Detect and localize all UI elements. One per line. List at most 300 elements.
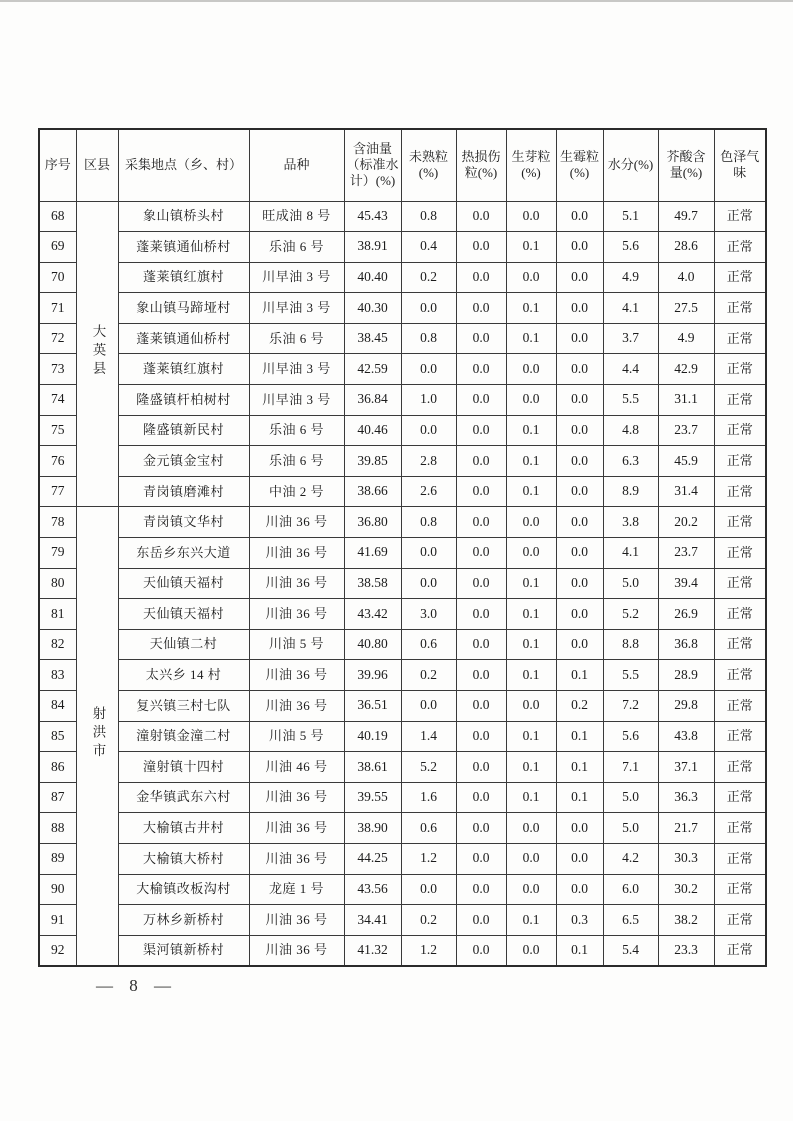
cell-color-odor: 正常 bbox=[714, 935, 766, 966]
table-row bbox=[39, 660, 766, 691]
table-row bbox=[39, 782, 766, 813]
cell-immature: 0.0 bbox=[401, 874, 456, 905]
cell-oil-content: 36.80 bbox=[344, 507, 401, 538]
cell-sprouted: 0.1 bbox=[506, 568, 556, 599]
cell-color-odor: 正常 bbox=[714, 293, 766, 324]
cell-moldy: 0.1 bbox=[556, 782, 603, 813]
cell-location: 蓬莱镇红旗村 bbox=[118, 262, 249, 293]
cell-sprouted: 0.0 bbox=[506, 843, 556, 874]
table-row bbox=[39, 691, 766, 722]
cell-erucic-acid: 29.8 bbox=[658, 691, 714, 722]
cell-variety: 川油 36 号 bbox=[249, 905, 344, 936]
cell-immature: 0.8 bbox=[401, 323, 456, 354]
cell-oil-content: 44.25 bbox=[344, 843, 401, 874]
cell-location: 金元镇金宝村 bbox=[118, 446, 249, 477]
cell-sprouted: 0.1 bbox=[506, 293, 556, 324]
cell-sprouted: 0.1 bbox=[506, 905, 556, 936]
cell-immature: 0.2 bbox=[401, 905, 456, 936]
cell-oil-content: 42.59 bbox=[344, 354, 401, 385]
cell-heat-damaged: 0.0 bbox=[456, 599, 506, 630]
cell-immature: 3.0 bbox=[401, 599, 456, 630]
cell-color-odor: 正常 bbox=[714, 415, 766, 446]
cell-variety: 乐油 6 号 bbox=[249, 415, 344, 446]
cell-serial-number: 80 bbox=[39, 568, 76, 599]
cell-oil-content: 40.46 bbox=[344, 415, 401, 446]
cell-moisture: 8.9 bbox=[603, 476, 658, 507]
cell-variety: 川油 36 号 bbox=[249, 843, 344, 874]
cell-serial-number: 69 bbox=[39, 232, 76, 263]
cell-variety: 川早油 3 号 bbox=[249, 293, 344, 324]
cell-serial-number: 84 bbox=[39, 691, 76, 722]
table-row bbox=[39, 446, 766, 477]
cell-immature: 1.4 bbox=[401, 721, 456, 752]
cell-location: 东岳乡东兴大道 bbox=[118, 538, 249, 569]
cell-moldy: 0.3 bbox=[556, 905, 603, 936]
cell-serial-number: 82 bbox=[39, 629, 76, 660]
table-row bbox=[39, 538, 766, 569]
cell-variety: 川油 36 号 bbox=[249, 660, 344, 691]
cell-location: 天仙镇二村 bbox=[118, 629, 249, 660]
cell-erucic-acid: 23.3 bbox=[658, 935, 714, 966]
cell-serial-number: 79 bbox=[39, 538, 76, 569]
cell-serial-number: 77 bbox=[39, 476, 76, 507]
cell-variety: 川油 36 号 bbox=[249, 935, 344, 966]
cell-immature: 0.0 bbox=[401, 568, 456, 599]
cell-serial-number: 88 bbox=[39, 813, 76, 844]
cell-sprouted: 0.0 bbox=[506, 354, 556, 385]
cell-oil-content: 40.19 bbox=[344, 721, 401, 752]
cell-oil-content: 40.30 bbox=[344, 293, 401, 324]
cell-moldy: 0.0 bbox=[556, 568, 603, 599]
cell-erucic-acid: 38.2 bbox=[658, 905, 714, 936]
cell-color-odor: 正常 bbox=[714, 232, 766, 263]
table-row bbox=[39, 752, 766, 783]
table-row bbox=[39, 599, 766, 630]
cell-erucic-acid: 30.3 bbox=[658, 843, 714, 874]
table-row bbox=[39, 232, 766, 263]
cell-color-odor: 正常 bbox=[714, 354, 766, 385]
col-header-location: 采集地点（乡、村） bbox=[118, 129, 249, 201]
cell-immature: 1.2 bbox=[401, 843, 456, 874]
cell-variety: 川早油 3 号 bbox=[249, 354, 344, 385]
cell-variety: 川油 36 号 bbox=[249, 507, 344, 538]
cell-heat-damaged: 0.0 bbox=[456, 660, 506, 691]
cell-immature: 0.0 bbox=[401, 538, 456, 569]
region-group-cell bbox=[76, 507, 118, 966]
cell-color-odor: 正常 bbox=[714, 629, 766, 660]
cell-heat-damaged: 0.0 bbox=[456, 262, 506, 293]
scan-edge-artifact bbox=[0, 0, 793, 2]
col-header-sprouted: 生芽粒(%) bbox=[506, 129, 556, 201]
cell-moisture: 4.1 bbox=[603, 293, 658, 324]
region-group-label: 射洪市 bbox=[90, 706, 106, 762]
cell-moisture: 8.8 bbox=[603, 629, 658, 660]
cell-erucic-acid: 23.7 bbox=[658, 538, 714, 569]
table-row bbox=[39, 262, 766, 293]
cell-oil-content: 41.69 bbox=[344, 538, 401, 569]
cell-serial-number: 75 bbox=[39, 415, 76, 446]
cell-color-odor: 正常 bbox=[714, 201, 766, 232]
cell-erucic-acid: 4.9 bbox=[658, 323, 714, 354]
cell-variety: 龙庭 1 号 bbox=[249, 874, 344, 905]
cell-location: 蓬莱镇通仙桥村 bbox=[118, 323, 249, 354]
table-row bbox=[39, 935, 766, 966]
cell-heat-damaged: 0.0 bbox=[456, 476, 506, 507]
cell-heat-damaged: 0.0 bbox=[456, 232, 506, 263]
cell-erucic-acid: 28.9 bbox=[658, 660, 714, 691]
cell-serial-number: 87 bbox=[39, 782, 76, 813]
cell-heat-damaged: 0.0 bbox=[456, 538, 506, 569]
cell-sprouted: 0.0 bbox=[506, 538, 556, 569]
cell-heat-damaged: 0.0 bbox=[456, 323, 506, 354]
cell-immature: 0.2 bbox=[401, 262, 456, 293]
cell-variety: 川油 36 号 bbox=[249, 599, 344, 630]
cell-immature: 1.2 bbox=[401, 935, 456, 966]
cell-color-odor: 正常 bbox=[714, 660, 766, 691]
cell-moisture: 5.0 bbox=[603, 782, 658, 813]
cell-moldy: 0.0 bbox=[556, 813, 603, 844]
cell-heat-damaged: 0.0 bbox=[456, 935, 506, 966]
cell-immature: 0.8 bbox=[401, 507, 456, 538]
cell-moldy: 0.0 bbox=[556, 629, 603, 660]
cell-color-odor: 正常 bbox=[714, 752, 766, 783]
col-header-moldy: 生霉粒(%) bbox=[556, 129, 603, 201]
cell-serial-number: 89 bbox=[39, 843, 76, 874]
cell-color-odor: 正常 bbox=[714, 813, 766, 844]
cell-sprouted: 0.0 bbox=[506, 201, 556, 232]
cell-moldy: 0.2 bbox=[556, 691, 603, 722]
cell-erucic-acid: 21.7 bbox=[658, 813, 714, 844]
cell-heat-damaged: 0.0 bbox=[456, 843, 506, 874]
table-row bbox=[39, 476, 766, 507]
cell-oil-content: 40.40 bbox=[344, 262, 401, 293]
cell-variety: 川油 36 号 bbox=[249, 568, 344, 599]
cell-moisture: 4.1 bbox=[603, 538, 658, 569]
cell-serial-number: 91 bbox=[39, 905, 76, 936]
cell-sprouted: 0.0 bbox=[506, 874, 556, 905]
table-row bbox=[39, 843, 766, 874]
cell-sprouted: 0.1 bbox=[506, 476, 556, 507]
cell-location: 金华镇武东六村 bbox=[118, 782, 249, 813]
cell-heat-damaged: 0.0 bbox=[456, 201, 506, 232]
cell-location: 青岗镇磨滩村 bbox=[118, 476, 249, 507]
cell-serial-number: 76 bbox=[39, 446, 76, 477]
cell-color-odor: 正常 bbox=[714, 476, 766, 507]
table-row bbox=[39, 415, 766, 446]
cell-immature: 0.0 bbox=[401, 293, 456, 324]
cell-moldy: 0.1 bbox=[556, 721, 603, 752]
cell-heat-damaged: 0.0 bbox=[456, 354, 506, 385]
cell-erucic-acid: 43.8 bbox=[658, 721, 714, 752]
cell-oil-content: 36.51 bbox=[344, 691, 401, 722]
cell-heat-damaged: 0.0 bbox=[456, 293, 506, 324]
cell-heat-damaged: 0.0 bbox=[456, 905, 506, 936]
cell-moisture: 5.0 bbox=[603, 568, 658, 599]
cell-moldy: 0.1 bbox=[556, 660, 603, 691]
cell-sprouted: 0.1 bbox=[506, 323, 556, 354]
cell-moisture: 3.8 bbox=[603, 507, 658, 538]
cell-moldy: 0.0 bbox=[556, 354, 603, 385]
cell-moisture: 7.1 bbox=[603, 752, 658, 783]
cell-erucic-acid: 30.2 bbox=[658, 874, 714, 905]
table-row bbox=[39, 874, 766, 905]
cell-moldy: 0.0 bbox=[556, 323, 603, 354]
cell-immature: 0.0 bbox=[401, 354, 456, 385]
cell-sprouted: 0.0 bbox=[506, 813, 556, 844]
cell-erucic-acid: 36.8 bbox=[658, 629, 714, 660]
cell-oil-content: 38.61 bbox=[344, 752, 401, 783]
cell-immature: 2.6 bbox=[401, 476, 456, 507]
cell-moisture: 5.1 bbox=[603, 201, 658, 232]
cell-moldy: 0.0 bbox=[556, 599, 603, 630]
cell-erucic-acid: 20.2 bbox=[658, 507, 714, 538]
cell-location: 大榆镇改板沟村 bbox=[118, 874, 249, 905]
cell-variety: 川油 5 号 bbox=[249, 629, 344, 660]
cell-moldy: 0.0 bbox=[556, 232, 603, 263]
cell-immature: 0.0 bbox=[401, 415, 456, 446]
cell-oil-content: 39.85 bbox=[344, 446, 401, 477]
cell-moisture: 6.5 bbox=[603, 905, 658, 936]
cell-sprouted: 0.1 bbox=[506, 660, 556, 691]
cell-moldy: 0.0 bbox=[556, 446, 603, 477]
cell-moisture: 5.6 bbox=[603, 232, 658, 263]
cell-immature: 0.6 bbox=[401, 813, 456, 844]
cell-location: 隆盛镇杆柏树村 bbox=[118, 385, 249, 416]
cell-location: 太兴乡 14 村 bbox=[118, 660, 249, 691]
cell-variety: 乐油 6 号 bbox=[249, 323, 344, 354]
cell-variety: 中油 2 号 bbox=[249, 476, 344, 507]
cell-variety: 川油 36 号 bbox=[249, 691, 344, 722]
cell-location: 天仙镇天福村 bbox=[118, 568, 249, 599]
cell-serial-number: 70 bbox=[39, 262, 76, 293]
cell-serial-number: 72 bbox=[39, 323, 76, 354]
cell-heat-damaged: 0.0 bbox=[456, 568, 506, 599]
cell-color-odor: 正常 bbox=[714, 843, 766, 874]
cell-serial-number: 68 bbox=[39, 201, 76, 232]
cell-sprouted: 0.0 bbox=[506, 262, 556, 293]
table-row bbox=[39, 201, 766, 232]
table-row bbox=[39, 354, 766, 385]
cell-location: 蓬莱镇通仙桥村 bbox=[118, 232, 249, 263]
cell-immature: 0.6 bbox=[401, 629, 456, 660]
cell-sprouted: 0.1 bbox=[506, 721, 556, 752]
col-header-erucic: 芥酸含量(%) bbox=[658, 129, 714, 201]
cell-oil-content: 40.80 bbox=[344, 629, 401, 660]
cell-color-odor: 正常 bbox=[714, 721, 766, 752]
cell-immature: 0.0 bbox=[401, 691, 456, 722]
cell-color-odor: 正常 bbox=[714, 599, 766, 630]
cell-moisture: 7.2 bbox=[603, 691, 658, 722]
cell-heat-damaged: 0.0 bbox=[456, 385, 506, 416]
col-header-moisture: 水分(%) bbox=[603, 129, 658, 201]
cell-erucic-acid: 26.9 bbox=[658, 599, 714, 630]
cell-immature: 2.8 bbox=[401, 446, 456, 477]
cell-moldy: 0.0 bbox=[556, 385, 603, 416]
cell-oil-content: 38.66 bbox=[344, 476, 401, 507]
cell-erucic-acid: 31.1 bbox=[658, 385, 714, 416]
cell-heat-damaged: 0.0 bbox=[456, 629, 506, 660]
cell-oil-content: 38.45 bbox=[344, 323, 401, 354]
cell-sprouted: 0.1 bbox=[506, 629, 556, 660]
cell-erucic-acid: 4.0 bbox=[658, 262, 714, 293]
cell-oil-content: 34.41 bbox=[344, 905, 401, 936]
cell-color-odor: 正常 bbox=[714, 385, 766, 416]
cell-serial-number: 74 bbox=[39, 385, 76, 416]
cell-moldy: 0.0 bbox=[556, 874, 603, 905]
cell-oil-content: 43.42 bbox=[344, 599, 401, 630]
cell-moldy: 0.0 bbox=[556, 507, 603, 538]
cell-location: 大榆镇古井村 bbox=[118, 813, 249, 844]
cell-color-odor: 正常 bbox=[714, 782, 766, 813]
cell-moisture: 5.0 bbox=[603, 813, 658, 844]
cell-serial-number: 78 bbox=[39, 507, 76, 538]
cell-erucic-acid: 31.4 bbox=[658, 476, 714, 507]
cell-moisture: 5.5 bbox=[603, 385, 658, 416]
cell-location: 潼射镇十四村 bbox=[118, 752, 249, 783]
cell-immature: 0.8 bbox=[401, 201, 456, 232]
cell-oil-content: 36.84 bbox=[344, 385, 401, 416]
cell-immature: 1.0 bbox=[401, 385, 456, 416]
table-row bbox=[39, 568, 766, 599]
cell-serial-number: 86 bbox=[39, 752, 76, 783]
cell-oil-content: 38.58 bbox=[344, 568, 401, 599]
table-row bbox=[39, 813, 766, 844]
cell-immature: 1.6 bbox=[401, 782, 456, 813]
cell-variety: 川早油 3 号 bbox=[249, 262, 344, 293]
cell-location: 潼射镇金潼二村 bbox=[118, 721, 249, 752]
page-number: — 8 — bbox=[96, 976, 177, 995]
cell-variety: 川油 46 号 bbox=[249, 752, 344, 783]
cell-sprouted: 0.1 bbox=[506, 599, 556, 630]
cell-color-odor: 正常 bbox=[714, 323, 766, 354]
cell-variety: 川油 36 号 bbox=[249, 782, 344, 813]
cell-heat-damaged: 0.0 bbox=[456, 752, 506, 783]
cell-location: 万林乡新桥村 bbox=[118, 905, 249, 936]
col-header-color-odor: 色泽气味 bbox=[714, 129, 766, 201]
cell-moisture: 5.6 bbox=[603, 721, 658, 752]
cell-serial-number: 85 bbox=[39, 721, 76, 752]
cell-variety: 乐油 6 号 bbox=[249, 446, 344, 477]
cell-moisture: 4.2 bbox=[603, 843, 658, 874]
cell-moisture: 6.0 bbox=[603, 874, 658, 905]
cell-color-odor: 正常 bbox=[714, 507, 766, 538]
cell-sprouted: 0.1 bbox=[506, 446, 556, 477]
table-body bbox=[39, 201, 766, 966]
cell-variety: 川早油 3 号 bbox=[249, 385, 344, 416]
cell-variety: 旺成油 8 号 bbox=[249, 201, 344, 232]
cell-sprouted: 0.1 bbox=[506, 415, 556, 446]
col-header-no: 序号 bbox=[39, 129, 76, 201]
rapeseed-quality-table bbox=[38, 128, 767, 967]
cell-sprouted: 0.0 bbox=[506, 385, 556, 416]
cell-moldy: 0.0 bbox=[556, 201, 603, 232]
cell-erucic-acid: 39.4 bbox=[658, 568, 714, 599]
table-row bbox=[39, 721, 766, 752]
cell-moisture: 4.9 bbox=[603, 262, 658, 293]
table-row bbox=[39, 507, 766, 538]
cell-erucic-acid: 28.6 bbox=[658, 232, 714, 263]
cell-variety: 乐油 6 号 bbox=[249, 232, 344, 263]
cell-sprouted: 0.0 bbox=[506, 691, 556, 722]
cell-erucic-acid: 27.5 bbox=[658, 293, 714, 324]
cell-oil-content: 39.55 bbox=[344, 782, 401, 813]
cell-serial-number: 92 bbox=[39, 935, 76, 966]
table-row bbox=[39, 905, 766, 936]
cell-variety: 川油 36 号 bbox=[249, 538, 344, 569]
cell-erucic-acid: 49.7 bbox=[658, 201, 714, 232]
cell-color-odor: 正常 bbox=[714, 874, 766, 905]
cell-heat-damaged: 0.0 bbox=[456, 691, 506, 722]
cell-variety: 川油 5 号 bbox=[249, 721, 344, 752]
cell-oil-content: 41.32 bbox=[344, 935, 401, 966]
col-header-variety: 品种 bbox=[249, 129, 344, 201]
cell-color-odor: 正常 bbox=[714, 568, 766, 599]
cell-color-odor: 正常 bbox=[714, 446, 766, 477]
cell-moisture: 3.7 bbox=[603, 323, 658, 354]
cell-erucic-acid: 42.9 bbox=[658, 354, 714, 385]
cell-moisture: 6.3 bbox=[603, 446, 658, 477]
cell-oil-content: 43.56 bbox=[344, 874, 401, 905]
cell-location: 天仙镇天福村 bbox=[118, 599, 249, 630]
table-row bbox=[39, 323, 766, 354]
table-header-row bbox=[39, 129, 766, 201]
col-header-immature: 未熟粒(%) bbox=[401, 129, 456, 201]
cell-heat-damaged: 0.0 bbox=[456, 446, 506, 477]
table-row bbox=[39, 293, 766, 324]
cell-sprouted: 0.0 bbox=[506, 507, 556, 538]
cell-moldy: 0.0 bbox=[556, 843, 603, 874]
cell-heat-damaged: 0.0 bbox=[456, 782, 506, 813]
cell-serial-number: 71 bbox=[39, 293, 76, 324]
cell-moisture: 5.4 bbox=[603, 935, 658, 966]
cell-moldy: 0.0 bbox=[556, 538, 603, 569]
cell-oil-content: 38.91 bbox=[344, 232, 401, 263]
cell-moisture: 4.4 bbox=[603, 354, 658, 385]
cell-moldy: 0.0 bbox=[556, 415, 603, 446]
cell-heat-damaged: 0.0 bbox=[456, 415, 506, 446]
cell-oil-content: 45.43 bbox=[344, 201, 401, 232]
region-group-label: 大英县 bbox=[90, 324, 106, 380]
cell-moldy: 0.0 bbox=[556, 293, 603, 324]
cell-color-odor: 正常 bbox=[714, 262, 766, 293]
col-header-heat-damaged: 热损伤粒(%) bbox=[456, 129, 506, 201]
cell-serial-number: 83 bbox=[39, 660, 76, 691]
cell-location: 象山镇马蹄垭村 bbox=[118, 293, 249, 324]
cell-color-odor: 正常 bbox=[714, 691, 766, 722]
cell-oil-content: 39.96 bbox=[344, 660, 401, 691]
cell-moisture: 4.8 bbox=[603, 415, 658, 446]
cell-moldy: 0.1 bbox=[556, 935, 603, 966]
cell-oil-content: 38.90 bbox=[344, 813, 401, 844]
cell-moldy: 0.0 bbox=[556, 262, 603, 293]
cell-location: 象山镇桥头村 bbox=[118, 201, 249, 232]
cell-erucic-acid: 36.3 bbox=[658, 782, 714, 813]
cell-moldy: 0.1 bbox=[556, 752, 603, 783]
cell-location: 青岗镇文华村 bbox=[118, 507, 249, 538]
cell-erucic-acid: 45.9 bbox=[658, 446, 714, 477]
cell-variety: 川油 36 号 bbox=[249, 813, 344, 844]
cell-sprouted: 0.1 bbox=[506, 232, 556, 263]
cell-sprouted: 0.0 bbox=[506, 935, 556, 966]
table-row bbox=[39, 629, 766, 660]
cell-color-odor: 正常 bbox=[714, 905, 766, 936]
cell-moisture: 5.5 bbox=[603, 660, 658, 691]
cell-heat-damaged: 0.0 bbox=[456, 721, 506, 752]
cell-immature: 5.2 bbox=[401, 752, 456, 783]
cell-erucic-acid: 23.7 bbox=[658, 415, 714, 446]
cell-serial-number: 90 bbox=[39, 874, 76, 905]
cell-heat-damaged: 0.0 bbox=[456, 813, 506, 844]
